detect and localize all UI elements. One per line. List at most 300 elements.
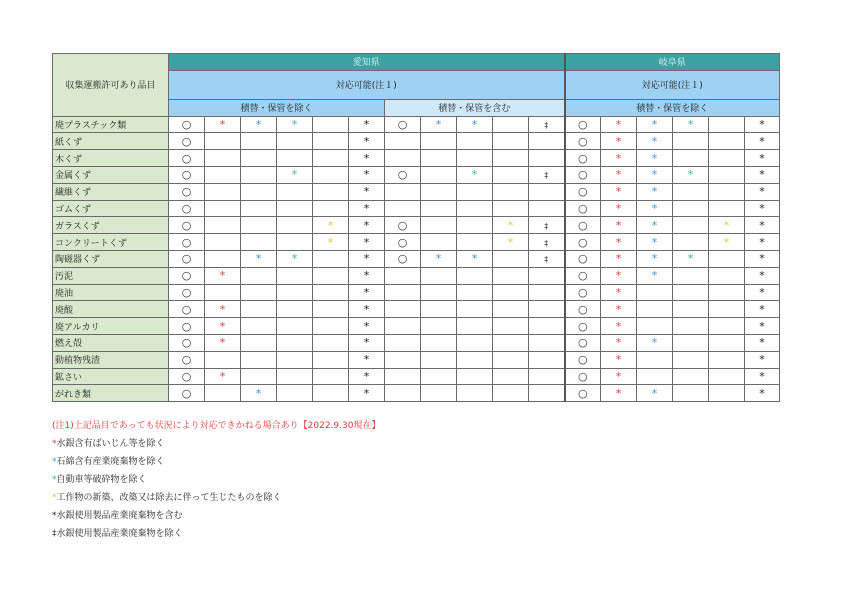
- cell-c-4: [709, 301, 745, 318]
- cell-a-4: [313, 318, 349, 335]
- note-mark: ‡: [52, 529, 57, 539]
- cell-b-4: [529, 150, 565, 167]
- cell-a-2: [241, 318, 277, 335]
- black-asterisk-mark: *: [759, 336, 765, 350]
- cell-a-3: [277, 385, 313, 402]
- cell-a-4: [313, 150, 349, 167]
- cell-a-2: [241, 250, 277, 267]
- cell-a-3: [277, 116, 313, 133]
- cell-a-1: [205, 217, 241, 234]
- cell-b-1: [421, 183, 457, 200]
- cell-c-5: [745, 351, 780, 368]
- cell-b-4: [529, 133, 565, 150]
- red-asterisk-mark: *: [615, 151, 622, 165]
- cell-a-4: [313, 116, 349, 133]
- blue-asterisk-mark: *: [651, 151, 658, 165]
- available-mark: ○: [181, 353, 192, 367]
- black-asterisk-mark: *: [363, 185, 370, 199]
- blue-asterisk-mark: *: [435, 117, 442, 131]
- cell-a-3: [277, 368, 313, 385]
- red-asterisk-mark: *: [615, 185, 622, 199]
- black-asterisk-mark: *: [363, 285, 370, 299]
- black-asterisk-mark: *: [363, 319, 370, 333]
- cell-a-4: [313, 267, 349, 284]
- cell-c-1: [601, 250, 637, 267]
- cell-c-0: [565, 133, 601, 150]
- cell-a-1: [205, 351, 241, 368]
- cell-c-2: [637, 368, 673, 385]
- cell-c-0: [565, 217, 601, 234]
- cell-a-2: [241, 217, 277, 234]
- cell-b-2: [457, 318, 493, 335]
- cell-c-1: [601, 334, 637, 351]
- red-asterisk-mark: *: [615, 235, 622, 249]
- cell-c-2: [637, 385, 673, 402]
- notes-section: [52, 417, 380, 543]
- cell-b-4: [529, 200, 565, 217]
- cell-b-1: [421, 200, 457, 217]
- yellow-asterisk-mark: *: [507, 218, 514, 232]
- cell-a-5: [349, 183, 385, 200]
- yellow-asterisk-mark: *: [507, 235, 514, 249]
- cell-c-5: [745, 250, 780, 267]
- cell-b-2: [457, 368, 493, 385]
- waste-items-table: [52, 53, 780, 402]
- cell-a-5: [349, 351, 385, 368]
- cell-c-4: [709, 116, 745, 133]
- cell-a-0: [169, 318, 205, 335]
- red-asterisk-mark: *: [615, 252, 622, 266]
- table-row: [53, 318, 780, 335]
- cell-c-1: [601, 217, 637, 234]
- cell-a-2: [241, 116, 277, 133]
- cell-c-1: [601, 368, 637, 385]
- red-asterisk-mark: *: [615, 319, 622, 333]
- cell-b-0: [385, 250, 421, 267]
- black-asterisk-mark: *: [759, 353, 765, 367]
- note-item: [52, 525, 380, 543]
- item-name: コンクリートくず: [53, 234, 169, 251]
- cell-c-4: [709, 133, 745, 150]
- table-row: [53, 385, 780, 402]
- available-mark: ○: [577, 117, 588, 131]
- cell-b-0: [385, 183, 421, 200]
- cell-b-3: [493, 351, 529, 368]
- cell-a-5: [349, 385, 385, 402]
- cell-a-4: [313, 284, 349, 301]
- cell-c-1: [601, 133, 637, 150]
- available-mark: ○: [181, 386, 192, 400]
- cell-a-4: [313, 250, 349, 267]
- cell-c-0: [565, 200, 601, 217]
- table-row: [53, 334, 780, 351]
- cell-b-2: [457, 133, 493, 150]
- cell-a-2: [241, 150, 277, 167]
- table-row: [53, 234, 780, 251]
- blue-asterisk-mark: *: [651, 252, 658, 266]
- note-legend-list: [52, 435, 380, 543]
- red-asterisk-mark: *: [615, 201, 622, 215]
- yellow-asterisk-mark: *: [327, 218, 334, 232]
- cell-c-4: [709, 200, 745, 217]
- cell-c-3: [673, 133, 709, 150]
- cell-a-4: [313, 385, 349, 402]
- cell-b-3: [493, 200, 529, 217]
- available-mark: ○: [181, 235, 192, 249]
- cell-c-5: [745, 217, 780, 234]
- cell-b-2: [457, 267, 493, 284]
- black-asterisk-mark: *: [363, 134, 370, 148]
- cell-c-5: [745, 183, 780, 200]
- cell-a-0: [169, 368, 205, 385]
- cell-c-3: [673, 267, 709, 284]
- cell-c-4: [709, 284, 745, 301]
- black-asterisk-mark: *: [363, 151, 370, 165]
- item-name: 動植物残渣: [53, 351, 169, 368]
- cell-a-0: [169, 284, 205, 301]
- cell-c-4: [709, 368, 745, 385]
- cell-b-0: [385, 234, 421, 251]
- cell-a-0: [169, 166, 205, 183]
- cell-c-4: [709, 234, 745, 251]
- cell-b-0: [385, 150, 421, 167]
- cell-b-0: [385, 385, 421, 402]
- cell-a-1: [205, 166, 241, 183]
- note-item: [52, 489, 380, 507]
- cell-a-0: [169, 351, 205, 368]
- cell-b-4: [529, 334, 565, 351]
- cell-b-4: [529, 368, 565, 385]
- cell-a-3: [277, 166, 313, 183]
- cell-a-1: [205, 234, 241, 251]
- available-mark: ○: [577, 235, 588, 249]
- blue-asterisk-mark: *: [651, 386, 658, 400]
- available-mark: ○: [577, 134, 588, 148]
- red-asterisk-mark: *: [219, 269, 226, 283]
- header-pref-aichi: 愛知県: [169, 54, 565, 71]
- cell-a-3: [277, 351, 313, 368]
- cell-b-0: [385, 334, 421, 351]
- cell-a-2: [241, 200, 277, 217]
- black-asterisk-mark: *: [759, 151, 765, 165]
- cell-b-3: [493, 183, 529, 200]
- cell-c-3: [673, 368, 709, 385]
- black-asterisk-mark: *: [363, 252, 370, 266]
- cell-b-4: [529, 284, 565, 301]
- available-mark: ○: [181, 269, 192, 283]
- note-mark: *: [52, 439, 57, 449]
- blue-asterisk-mark: *: [651, 117, 658, 131]
- cell-b-4: [529, 385, 565, 402]
- available-mark: ○: [181, 117, 192, 131]
- cell-c-0: [565, 150, 601, 167]
- cell-b-0: [385, 133, 421, 150]
- note-mark: *: [52, 511, 57, 521]
- table-row: [53, 166, 780, 183]
- available-mark: ○: [577, 319, 588, 333]
- black-asterisk-mark: *: [363, 369, 370, 383]
- cell-b-2: [457, 116, 493, 133]
- cell-c-3: [673, 334, 709, 351]
- cell-c-1: [601, 318, 637, 335]
- note-text: 自動車等破砕物を除く: [56, 475, 147, 485]
- available-mark: ○: [181, 134, 192, 148]
- cell-c-5: [745, 318, 780, 335]
- blue-asterisk-mark: *: [255, 252, 262, 266]
- table-row: [53, 368, 780, 385]
- cell-a-5: [349, 284, 385, 301]
- available-mark: ○: [181, 201, 192, 215]
- double-dagger-mark: ‡: [544, 171, 549, 181]
- table-row: [53, 200, 780, 217]
- black-asterisk-mark: *: [759, 386, 765, 400]
- cell-a-1: [205, 334, 241, 351]
- red-asterisk-mark: *: [615, 302, 622, 316]
- cell-c-3: [673, 200, 709, 217]
- blue-asterisk-mark: *: [651, 336, 658, 350]
- cell-a-3: [277, 250, 313, 267]
- green-asterisk-mark: *: [291, 168, 298, 182]
- black-asterisk-mark: *: [363, 218, 370, 232]
- cell-a-5: [349, 116, 385, 133]
- cell-c-1: [601, 301, 637, 318]
- cell-a-3: [277, 200, 313, 217]
- cell-b-0: [385, 351, 421, 368]
- cell-c-0: [565, 250, 601, 267]
- item-name: 金属くず: [53, 166, 169, 183]
- cell-c-4: [709, 217, 745, 234]
- cell-c-4: [709, 250, 745, 267]
- cell-c-0: [565, 301, 601, 318]
- available-mark: ○: [577, 201, 588, 215]
- black-asterisk-mark: *: [363, 235, 370, 249]
- cell-b-3: [493, 250, 529, 267]
- note-item: [52, 471, 380, 489]
- note-mark: *: [52, 493, 57, 503]
- table-row: [53, 301, 780, 318]
- cell-a-0: [169, 183, 205, 200]
- cell-b-2: [457, 234, 493, 251]
- cell-a-1: [205, 150, 241, 167]
- note-text: 工作物の新築、改築又は除去に伴って生じたものを除く: [56, 493, 282, 503]
- cell-c-4: [709, 318, 745, 335]
- cell-c-0: [565, 385, 601, 402]
- header-cond-gifu-excl: 積替・保管を除く: [565, 99, 780, 116]
- cell-c-0: [565, 183, 601, 200]
- note-mark: *: [52, 457, 57, 467]
- cell-a-3: [277, 301, 313, 318]
- cell-a-1: [205, 385, 241, 402]
- available-mark: ○: [577, 252, 588, 266]
- cell-a-3: [277, 217, 313, 234]
- red-asterisk-mark: *: [615, 285, 622, 299]
- cell-a-1: [205, 318, 241, 335]
- cell-b-3: [493, 301, 529, 318]
- cell-b-0: [385, 217, 421, 234]
- available-mark: ○: [181, 151, 192, 165]
- item-name: ゴムくず: [53, 200, 169, 217]
- yellow-asterisk-mark: *: [723, 235, 730, 249]
- cell-b-0: [385, 200, 421, 217]
- available-mark: ○: [397, 252, 408, 266]
- cell-b-1: [421, 116, 457, 133]
- cell-a-1: [205, 368, 241, 385]
- available-mark: ○: [577, 168, 588, 182]
- black-asterisk-mark: *: [759, 201, 765, 215]
- red-asterisk-mark: *: [219, 369, 226, 383]
- cell-a-0: [169, 301, 205, 318]
- header-resp-aichi: 対応可能(注１): [169, 70, 565, 99]
- cell-a-2: [241, 133, 277, 150]
- available-mark: ○: [577, 336, 588, 350]
- cell-c-5: [745, 116, 780, 133]
- cell-b-0: [385, 301, 421, 318]
- cell-c-3: [673, 116, 709, 133]
- cell-a-3: [277, 284, 313, 301]
- black-asterisk-mark: *: [759, 369, 765, 383]
- cell-b-1: [421, 267, 457, 284]
- double-dagger-mark: ‡: [544, 221, 549, 231]
- cell-b-1: [421, 368, 457, 385]
- cell-c-2: [637, 334, 673, 351]
- item-name: 鉱さい: [53, 368, 169, 385]
- red-asterisk-mark: *: [615, 353, 622, 367]
- black-asterisk-mark: *: [759, 285, 765, 299]
- cell-b-3: [493, 166, 529, 183]
- cell-b-2: [457, 250, 493, 267]
- cell-b-3: [493, 116, 529, 133]
- black-asterisk-mark: *: [363, 302, 370, 316]
- note-text: 水銀使用製品産業廃棄物を含む: [56, 511, 183, 521]
- black-asterisk-mark: *: [363, 117, 370, 131]
- cell-a-4: [313, 200, 349, 217]
- cell-c-2: [637, 318, 673, 335]
- available-mark: ○: [397, 235, 408, 249]
- cell-c-2: [637, 267, 673, 284]
- cell-c-4: [709, 183, 745, 200]
- cell-b-2: [457, 284, 493, 301]
- cell-a-5: [349, 166, 385, 183]
- black-asterisk-mark: *: [759, 235, 765, 249]
- cell-b-1: [421, 133, 457, 150]
- cell-a-0: [169, 116, 205, 133]
- cell-c-0: [565, 267, 601, 284]
- cell-c-1: [601, 150, 637, 167]
- available-mark: ○: [181, 252, 192, 266]
- green-asterisk-mark: *: [687, 252, 694, 266]
- cell-a-2: [241, 368, 277, 385]
- cell-b-4: [529, 267, 565, 284]
- cell-c-5: [745, 385, 780, 402]
- cell-c-2: [637, 116, 673, 133]
- cell-c-1: [601, 166, 637, 183]
- available-mark: ○: [181, 336, 192, 350]
- black-asterisk-mark: *: [363, 168, 370, 182]
- cell-b-1: [421, 351, 457, 368]
- cell-a-5: [349, 318, 385, 335]
- cell-c-0: [565, 234, 601, 251]
- cell-b-1: [421, 301, 457, 318]
- cell-b-1: [421, 334, 457, 351]
- item-name: 繊維くず: [53, 183, 169, 200]
- table-row: [53, 116, 780, 133]
- available-mark: ○: [397, 168, 408, 182]
- cell-a-3: [277, 133, 313, 150]
- yellow-asterisk-mark: *: [723, 218, 730, 232]
- cell-a-4: [313, 334, 349, 351]
- cell-c-3: [673, 351, 709, 368]
- header-pref-gifu: 岐阜県: [565, 54, 780, 71]
- blue-asterisk-mark: *: [255, 117, 262, 131]
- cell-a-5: [349, 234, 385, 251]
- cell-a-5: [349, 301, 385, 318]
- cell-c-5: [745, 150, 780, 167]
- cell-c-0: [565, 318, 601, 335]
- cell-c-5: [745, 200, 780, 217]
- cell-b-4: [529, 116, 565, 133]
- cell-a-1: [205, 267, 241, 284]
- cell-a-4: [313, 217, 349, 234]
- cell-b-1: [421, 284, 457, 301]
- cell-b-1: [421, 385, 457, 402]
- black-asterisk-mark: *: [363, 201, 370, 215]
- red-asterisk-mark: *: [219, 117, 226, 131]
- cell-b-2: [457, 166, 493, 183]
- red-asterisk-mark: *: [219, 302, 226, 316]
- cell-a-0: [169, 200, 205, 217]
- red-asterisk-mark: *: [615, 134, 622, 148]
- cell-a-0: [169, 217, 205, 234]
- header-cond-aichi-excl: 積替・保管を除く: [169, 99, 385, 116]
- cell-a-1: [205, 284, 241, 301]
- cell-b-2: [457, 351, 493, 368]
- cell-a-0: [169, 133, 205, 150]
- cell-a-3: [277, 318, 313, 335]
- cell-a-2: [241, 385, 277, 402]
- cell-b-3: [493, 318, 529, 335]
- available-mark: ○: [577, 386, 588, 400]
- cell-c-5: [745, 234, 780, 251]
- available-mark: ○: [181, 218, 192, 232]
- available-mark: ○: [181, 185, 192, 199]
- cell-c-2: [637, 150, 673, 167]
- cell-b-0: [385, 318, 421, 335]
- cell-b-0: [385, 267, 421, 284]
- black-asterisk-mark: *: [363, 269, 370, 283]
- note-item: [52, 453, 380, 471]
- available-mark: ○: [577, 285, 588, 299]
- cell-a-5: [349, 267, 385, 284]
- cell-a-1: [205, 133, 241, 150]
- black-asterisk-mark: *: [759, 168, 765, 182]
- cell-b-3: [493, 217, 529, 234]
- cell-c-4: [709, 267, 745, 284]
- cell-c-0: [565, 351, 601, 368]
- item-name: 陶磁器くず: [53, 250, 169, 267]
- cell-b-0: [385, 166, 421, 183]
- table-row: [53, 250, 780, 267]
- cell-c-1: [601, 385, 637, 402]
- cell-a-4: [313, 133, 349, 150]
- green-asterisk-mark: *: [291, 252, 298, 266]
- double-dagger-mark: ‡: [544, 120, 549, 130]
- cell-b-4: [529, 318, 565, 335]
- cell-c-0: [565, 368, 601, 385]
- cell-a-2: [241, 183, 277, 200]
- cell-a-0: [169, 250, 205, 267]
- note-item: [52, 507, 380, 525]
- cell-b-1: [421, 318, 457, 335]
